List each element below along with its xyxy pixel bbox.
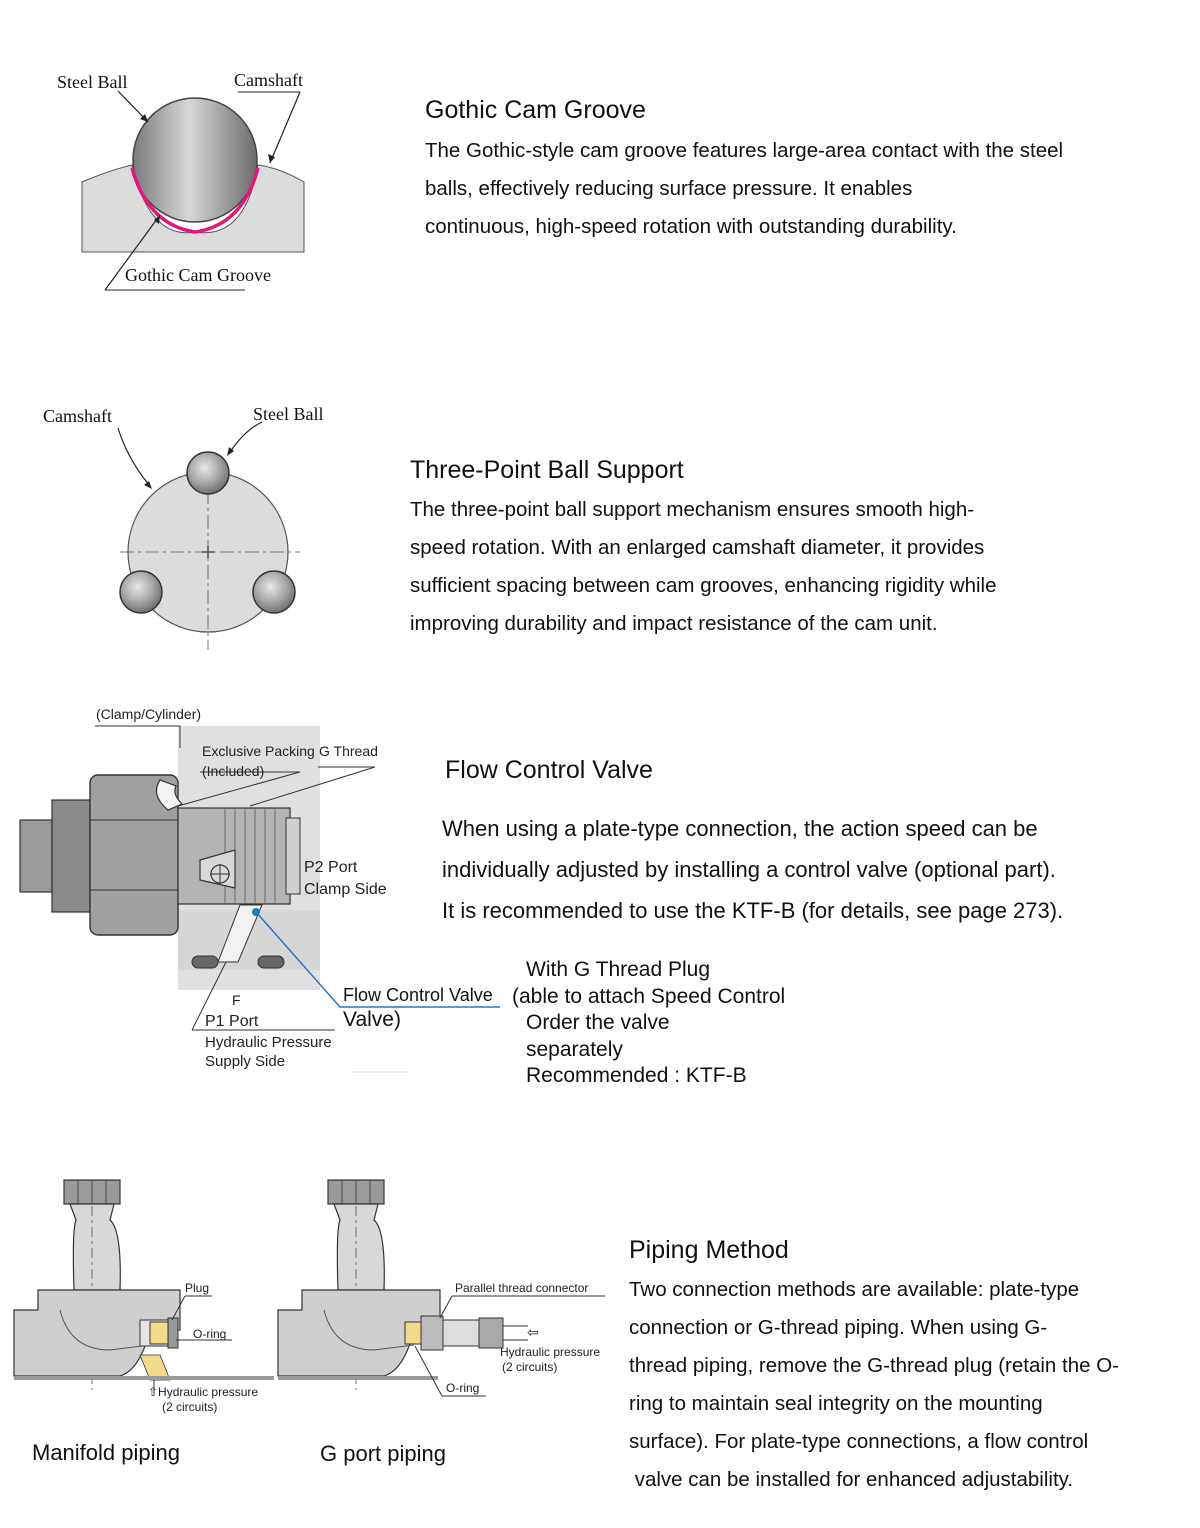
- text-line: The three-point ball support mechanism ensures smooth high-: [410, 498, 975, 521]
- text-line: surface). For plate-type connections, a flow control: [629, 1430, 1089, 1453]
- label-hydraulic-pressure: Hydraulic Pressure: [205, 1034, 332, 1051]
- note-line: With G Thread Plug: [526, 958, 711, 981]
- label-f: F: [232, 992, 241, 1008]
- text-line: The Gothic-style cam groove features large-area contact with the steel: [425, 139, 1064, 162]
- flow-valve-note: [512, 957, 785, 1090]
- text-line: balls, effectively reducing surface pressure. It enables: [425, 177, 913, 200]
- label-valve-close: Valve): [343, 1008, 401, 1031]
- label-steel-ball-2: Steel Ball: [253, 404, 324, 424]
- label-hydraulic-gport: Hydraulic pressure: [500, 1345, 601, 1359]
- text-line: ring to maintain seal integrity on the mounting: [629, 1392, 1043, 1415]
- caption-manifold-piping: Manifold piping: [32, 1440, 180, 1465]
- label-camshaft-2: Camshaft: [43, 406, 112, 426]
- caption-g-port-piping: G port piping: [320, 1441, 446, 1466]
- note-line: separately: [526, 1037, 623, 1061]
- label-oring-gport: O-ring: [446, 1381, 480, 1395]
- text-line: thread piping, remove the G-thread plug (retain the O-: [629, 1354, 1119, 1377]
- section-text-gothic-cam-groove: [425, 132, 1063, 246]
- label-plug: Plug: [185, 1281, 210, 1295]
- label-circuits-gport: (2 circuits): [502, 1360, 558, 1374]
- label-g-thread: G Thread: [319, 743, 378, 759]
- section-text-three-point: [410, 491, 996, 643]
- section-text-piping-method: [629, 1271, 1119, 1499]
- text-line: When using a plate-type connection, the action speed can be: [442, 816, 1038, 841]
- text-line: connection or G-thread piping. When using G-: [629, 1316, 1048, 1339]
- note-line: Recommended : KTF-B: [526, 1064, 747, 1087]
- text-line: individually adjusted by installing a control valve (optional part).: [442, 857, 1056, 882]
- label-clamp-cylinder: (Clamp/Cylinder): [96, 706, 202, 722]
- text-line: valve can be installed for enhanced adjustability.: [629, 1468, 1074, 1491]
- text-line: speed rotation. With an enlarged camshaft diameter, it provides: [410, 536, 985, 559]
- text-line: Two connection methods are available: plate-type: [629, 1278, 1080, 1301]
- label-steel-ball: Steel Ball: [57, 72, 128, 92]
- note-line: Order the valve: [526, 1011, 670, 1034]
- text-line: improving durability and impact resistance of the cam unit.: [410, 612, 938, 635]
- label-oring-manifold: O-ring: [193, 1327, 227, 1341]
- text-line: sufficient spacing between cam grooves, enhancing rigidity while: [410, 574, 997, 597]
- label-p2-port: P2 Port: [304, 859, 358, 876]
- label-p1-port: P1 Port: [205, 1013, 259, 1030]
- label-gothic-cam-groove: Gothic Cam Groove: [125, 265, 271, 285]
- label-circuits-manifold: (2 circuits): [162, 1400, 218, 1414]
- label-supply-side: Supply Side: [205, 1053, 286, 1070]
- label-clamp-side: Clamp Side: [304, 881, 387, 898]
- text-line: It is recommended to use the KTF-B (for details, see page 273).: [442, 898, 1064, 923]
- label-exclusive-packing: Exclusive Packing: [202, 743, 315, 759]
- g-port-piping-diagram: [270, 1170, 620, 1420]
- gothic-cam-groove-diagram: [0, 0, 340, 300]
- label-included: (Included): [202, 763, 265, 779]
- manifold-piping-diagram: [0, 1170, 290, 1420]
- label-hydraulic-manifold: ⇧Hydraulic pressure: [148, 1385, 259, 1399]
- section-title-gothic-cam-groove: Gothic Cam Groove: [425, 96, 646, 124]
- text-line: continuous, high-speed rotation with outstanding durability.: [425, 215, 957, 238]
- section-title-flow-control-valve: Flow Control Valve: [445, 756, 653, 784]
- label-camshaft: Camshaft: [234, 70, 303, 90]
- section-title-piping-method: Piping Method: [629, 1236, 789, 1264]
- label-parallel-thread-connector: Parallel thread connector: [455, 1281, 589, 1295]
- section-title-three-point: Three-Point Ball Support: [410, 456, 684, 484]
- note-line: (able to attach Speed Control: [512, 984, 786, 1008]
- section-text-flow-control-valve: [442, 808, 1063, 931]
- arrow-left-icon: ⇦: [527, 1324, 539, 1340]
- label-flow-control-valve: Flow Control Valve: [343, 985, 493, 1005]
